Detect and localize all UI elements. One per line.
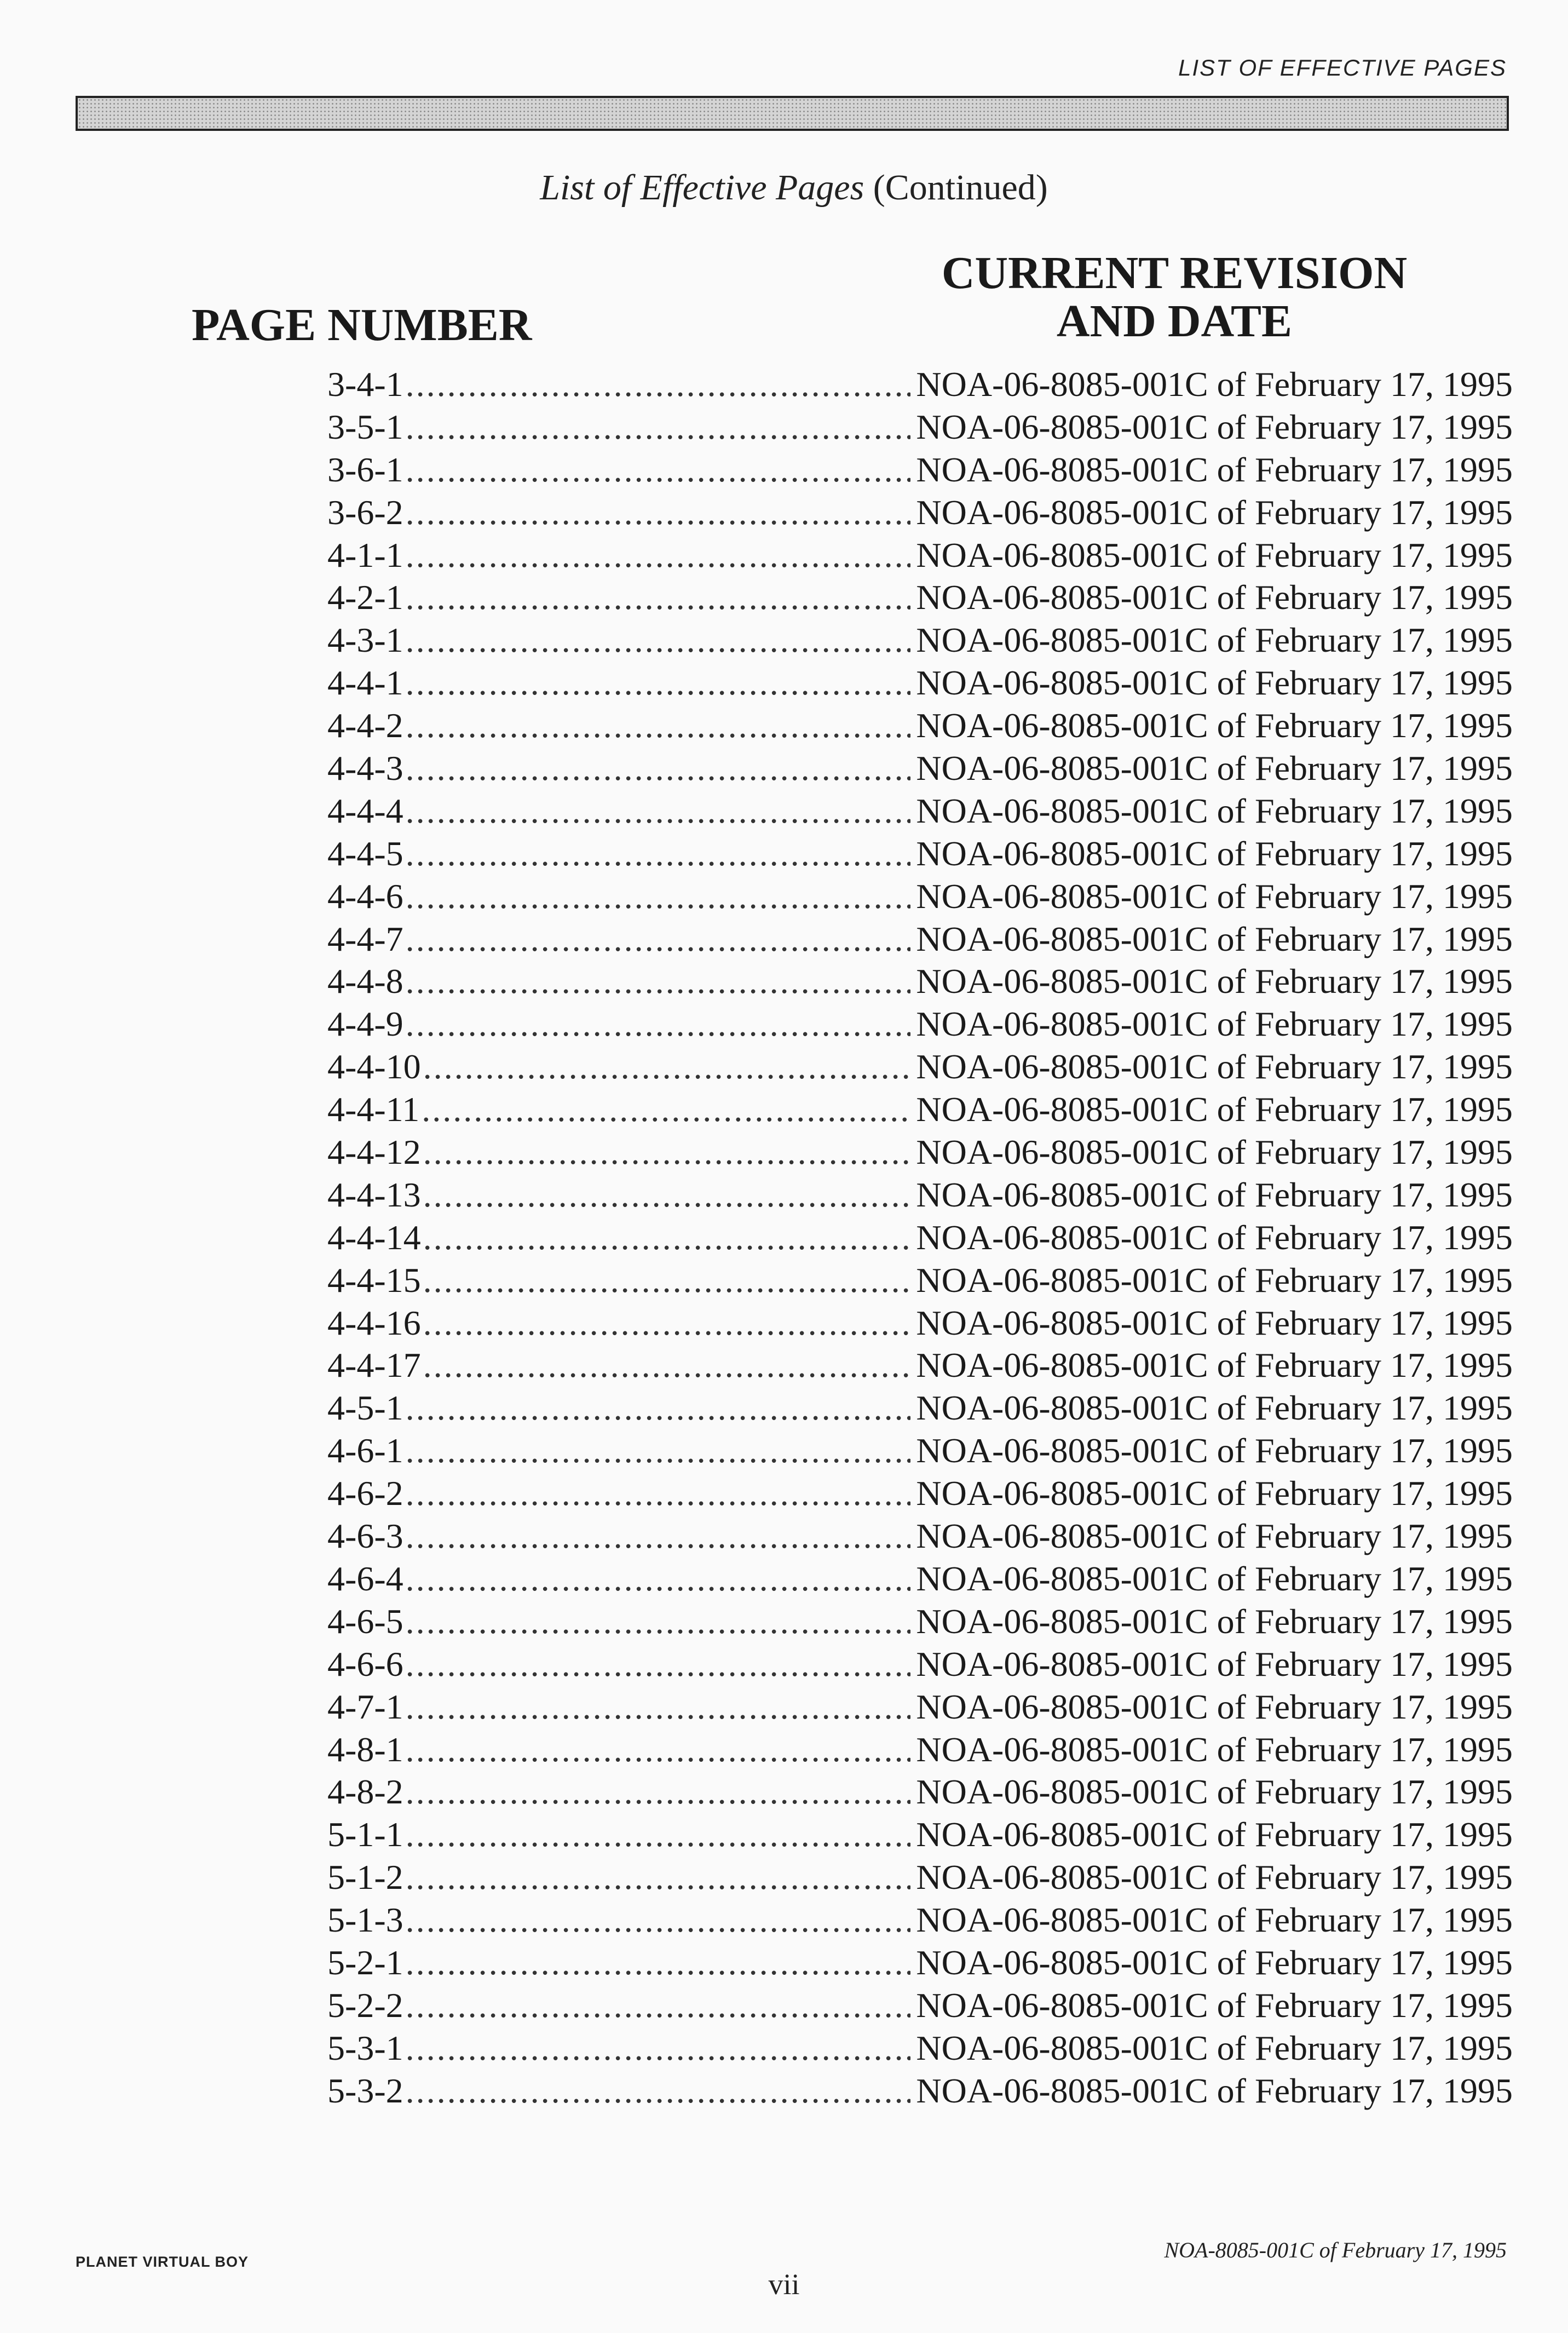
- list-row: [327, 2070, 1513, 2112]
- dot-leader: [406, 491, 911, 534]
- list-row: [327, 534, 1513, 577]
- list-row: [327, 790, 1513, 832]
- dot-leader: [423, 1259, 911, 1302]
- row-page-number: 4-4-11: [327, 1090, 420, 1129]
- row-page-number: 4-6-3: [327, 1516, 403, 1556]
- dot-leader: [406, 2027, 911, 2070]
- list-row: [327, 1941, 1513, 1984]
- row-revision: NOA-06-8085-001C of February 17, 1995: [916, 2028, 1513, 2067]
- list-row: [327, 1686, 1513, 1728]
- list-row: [327, 1174, 1513, 1216]
- row-page-number: 4-4-7: [327, 919, 403, 958]
- row-revision: NOA-06-8085-001C of February 17, 1995: [916, 1985, 1513, 2025]
- row-revision: NOA-06-8085-001C of February 17, 1995: [916, 749, 1513, 788]
- row-page-number: 5-1-3: [327, 1900, 403, 1940]
- row-page-number: 4-1-1: [327, 535, 403, 574]
- row-revision: NOA-06-8085-001C of February 17, 1995: [916, 492, 1513, 532]
- row-revision: NOA-06-8085-001C of February 17, 1995: [916, 919, 1513, 958]
- row-revision: NOA-06-8085-001C of February 17, 1995: [916, 407, 1513, 446]
- row-revision: NOA-06-8085-001C of February 17, 1995: [916, 876, 1513, 916]
- list-row: [327, 1984, 1513, 2027]
- row-page-number: 4-2-1: [327, 578, 403, 617]
- list-row: [327, 747, 1513, 790]
- row-page-number: 4-4-15: [327, 1260, 421, 1300]
- row-revision: NOA-06-8085-001C of February 17, 1995: [916, 1815, 1513, 1854]
- list-row: [327, 960, 1513, 1003]
- row-page-number: 4-6-1: [327, 1431, 403, 1470]
- row-revision: NOA-06-8085-001C of February 17, 1995: [916, 1559, 1513, 1598]
- row-page-number: 3-5-1: [327, 407, 403, 446]
- row-page-number: 4-4-12: [327, 1133, 421, 1172]
- row-revision: NOA-06-8085-001C of February 17, 1995: [916, 1090, 1513, 1129]
- row-revision: NOA-06-8085-001C of February 17, 1995: [916, 834, 1513, 873]
- row-revision: NOA-06-8085-001C of February 17, 1995: [916, 1175, 1513, 1214]
- row-page-number: 4-4-10: [327, 1047, 421, 1087]
- list-row: [327, 1771, 1513, 1813]
- row-page-number: 4-6-5: [327, 1601, 403, 1641]
- list-row: [327, 491, 1513, 534]
- dot-leader: [406, 1429, 911, 1472]
- list-row: [327, 1515, 1513, 1558]
- list-row: [327, 1302, 1513, 1344]
- dot-leader: [406, 1387, 911, 1429]
- dot-leader: [406, 363, 911, 406]
- dot-leader: [406, 449, 911, 491]
- list-row: [327, 1003, 1513, 1045]
- list-row: [327, 2027, 1513, 2070]
- row-revision: NOA-06-8085-001C of February 17, 1995: [916, 1601, 1513, 1641]
- footer-page-number: vii: [768, 2268, 800, 2301]
- footer-product-name: PLANET VIRTUAL BOY: [76, 2254, 249, 2270]
- row-page-number: 4-4-14: [327, 1217, 421, 1257]
- row-revision: NOA-06-8085-001C of February 17, 1995: [916, 1260, 1513, 1300]
- row-page-number: 4-6-6: [327, 1644, 403, 1683]
- row-revision: NOA-06-8085-001C of February 17, 1995: [916, 962, 1513, 1001]
- row-page-number: 5-3-2: [327, 2071, 403, 2110]
- row-page-number: 4-4-5: [327, 834, 403, 873]
- row-page-number: 4-4-9: [327, 1004, 403, 1044]
- row-revision: NOA-06-8085-001C of February 17, 1995: [916, 1687, 1513, 1726]
- row-page-number: 4-4-4: [327, 791, 403, 830]
- list-row: [327, 1558, 1513, 1600]
- list-row: [327, 1344, 1513, 1387]
- row-revision: NOA-06-8085-001C of February 17, 1995: [916, 1303, 1513, 1342]
- effective-pages-list: [327, 363, 1513, 2112]
- dot-leader: [406, 406, 911, 449]
- list-row: [327, 918, 1513, 961]
- list-row: [327, 1472, 1513, 1515]
- header-rule-bar: [76, 96, 1509, 131]
- row-page-number: 4-4-2: [327, 706, 403, 745]
- list-row: [327, 1813, 1513, 1856]
- row-revision: NOA-06-8085-001C of February 17, 1995: [916, 1772, 1513, 1812]
- dot-leader: [406, 747, 911, 790]
- row-revision: NOA-06-8085-001C of February 17, 1995: [916, 706, 1513, 745]
- row-revision: NOA-06-8085-001C of February 17, 1995: [916, 1900, 1513, 1940]
- list-row: [327, 1088, 1513, 1131]
- dot-leader: [406, 619, 911, 662]
- row-page-number: 4-4-8: [327, 962, 403, 1001]
- row-page-number: 3-6-2: [327, 492, 403, 532]
- list-row: [327, 1600, 1513, 1643]
- row-revision: NOA-06-8085-001C of February 17, 1995: [916, 1431, 1513, 1470]
- dot-leader: [406, 1003, 911, 1045]
- list-row: [327, 1728, 1513, 1771]
- list-row: [327, 576, 1513, 619]
- dot-leader: [406, 1472, 911, 1515]
- dot-leader: [406, 790, 911, 832]
- row-revision: NOA-06-8085-001C of February 17, 1995: [916, 535, 1513, 574]
- dot-leader: [406, 1771, 911, 1813]
- list-row: [327, 1045, 1513, 1088]
- list-row: [327, 449, 1513, 491]
- list-row: [327, 1387, 1513, 1429]
- row-page-number: 5-2-2: [327, 1985, 403, 2025]
- row-revision: NOA-06-8085-001C of February 17, 1995: [916, 620, 1513, 660]
- dot-leader: [406, 875, 911, 918]
- row-revision: NOA-06-8085-001C of February 17, 1995: [916, 1346, 1513, 1385]
- row-page-number: 4-4-13: [327, 1175, 421, 1214]
- row-revision: NOA-06-8085-001C of February 17, 1995: [916, 1943, 1513, 1982]
- dot-leader: [406, 662, 911, 704]
- row-revision: NOA-06-8085-001C of February 17, 1995: [916, 1729, 1513, 1769]
- column-header-page-number: PAGE NUMBER: [192, 300, 532, 350]
- row-page-number: 4-4-16: [327, 1303, 421, 1342]
- footer-document-revision: NOA-8085-001C of February 17, 1995: [1164, 2238, 1507, 2262]
- dot-leader: [423, 1174, 911, 1216]
- dot-leader: [406, 1856, 911, 1899]
- row-page-number: 4-6-4: [327, 1559, 403, 1598]
- dot-leader: [423, 1045, 911, 1088]
- list-row: [327, 1259, 1513, 1302]
- dot-leader: [422, 1088, 910, 1131]
- dot-leader: [406, 1899, 911, 1941]
- row-revision: NOA-06-8085-001C of February 17, 1995: [916, 1133, 1513, 1172]
- row-revision: NOA-06-8085-001C of February 17, 1995: [916, 578, 1513, 617]
- dot-leader: [423, 1302, 911, 1344]
- list-row: [327, 875, 1513, 918]
- list-row: [327, 1131, 1513, 1174]
- dot-leader: [406, 1643, 911, 1686]
- page-title-italic: List of Effective Pages: [540, 168, 864, 208]
- row-page-number: 4-8-1: [327, 1729, 403, 1769]
- list-row: [327, 832, 1513, 875]
- dot-leader: [406, 960, 911, 1003]
- row-page-number: 5-1-1: [327, 1815, 403, 1854]
- running-header: LIST OF EFFECTIVE PAGES: [1178, 55, 1507, 81]
- list-row: [327, 704, 1513, 747]
- row-page-number: 4-4-17: [327, 1346, 421, 1385]
- dot-leader: [423, 1216, 911, 1259]
- row-revision: NOA-06-8085-001C of February 17, 1995: [916, 1217, 1513, 1257]
- list-row: [327, 1643, 1513, 1686]
- row-revision: NOA-06-8085-001C of February 17, 1995: [916, 450, 1513, 489]
- row-page-number: 4-5-1: [327, 1388, 403, 1428]
- row-page-number: 4-3-1: [327, 620, 403, 660]
- dot-leader: [406, 1984, 911, 2027]
- row-revision: NOA-06-8085-001C of February 17, 1995: [916, 1047, 1513, 1087]
- row-page-number: 4-4-6: [327, 876, 403, 916]
- list-row: [327, 363, 1513, 406]
- dot-leader: [406, 704, 911, 747]
- row-page-number: 4-4-3: [327, 749, 403, 788]
- row-revision: NOA-06-8085-001C of February 17, 1995: [916, 1858, 1513, 1897]
- row-page-number: 4-8-2: [327, 1772, 403, 1812]
- row-page-number: 4-7-1: [327, 1687, 403, 1726]
- dot-leader: [406, 534, 911, 577]
- column-header-revision-line1: CURRENT REVISION: [941, 248, 1408, 298]
- dot-leader: [406, 1728, 911, 1771]
- row-page-number: 5-3-1: [327, 2028, 403, 2067]
- list-row: [327, 1216, 1513, 1259]
- dot-leader: [406, 832, 911, 875]
- dot-leader: [423, 1344, 911, 1387]
- page-title: [0, 167, 1568, 209]
- row-page-number: 5-1-2: [327, 1858, 403, 1897]
- dot-leader: [406, 1515, 911, 1558]
- dot-leader: [406, 2070, 911, 2112]
- dot-leader: [406, 1813, 911, 1856]
- dot-leader: [406, 1600, 911, 1643]
- column-header-revision-line2: AND DATE: [1056, 296, 1293, 347]
- row-revision: NOA-06-8085-001C of February 17, 1995: [916, 1474, 1513, 1513]
- dot-leader: [406, 1941, 911, 1984]
- row-page-number: 4-4-1: [327, 663, 403, 703]
- row-page-number: 3-4-1: [327, 365, 403, 404]
- page-title-continued: (Continued): [873, 168, 1048, 208]
- list-row: [327, 1856, 1513, 1899]
- dot-leader: [423, 1131, 911, 1174]
- row-revision: NOA-06-8085-001C of February 17, 1995: [916, 2071, 1513, 2110]
- row-revision: NOA-06-8085-001C of February 17, 1995: [916, 1388, 1513, 1428]
- column-header-revision: [892, 249, 1456, 346]
- dot-leader: [406, 1558, 911, 1600]
- row-page-number: 5-2-1: [327, 1943, 403, 1982]
- list-row: [327, 406, 1513, 449]
- row-revision: NOA-06-8085-001C of February 17, 1995: [916, 1004, 1513, 1044]
- list-row: [327, 1899, 1513, 1941]
- row-revision: NOA-06-8085-001C of February 17, 1995: [916, 1516, 1513, 1556]
- row-page-number: 3-6-1: [327, 450, 403, 489]
- row-revision: NOA-06-8085-001C of February 17, 1995: [916, 365, 1513, 404]
- dot-leader: [406, 576, 911, 619]
- row-revision: NOA-06-8085-001C of February 17, 1995: [916, 791, 1513, 830]
- row-revision: NOA-06-8085-001C of February 17, 1995: [916, 1644, 1513, 1683]
- list-row: [327, 662, 1513, 704]
- dot-leader: [406, 1686, 911, 1728]
- row-revision: NOA-06-8085-001C of February 17, 1995: [916, 663, 1513, 703]
- list-row: [327, 619, 1513, 662]
- list-row: [327, 1429, 1513, 1472]
- dot-leader: [406, 918, 911, 961]
- row-page-number: 4-6-2: [327, 1474, 403, 1513]
